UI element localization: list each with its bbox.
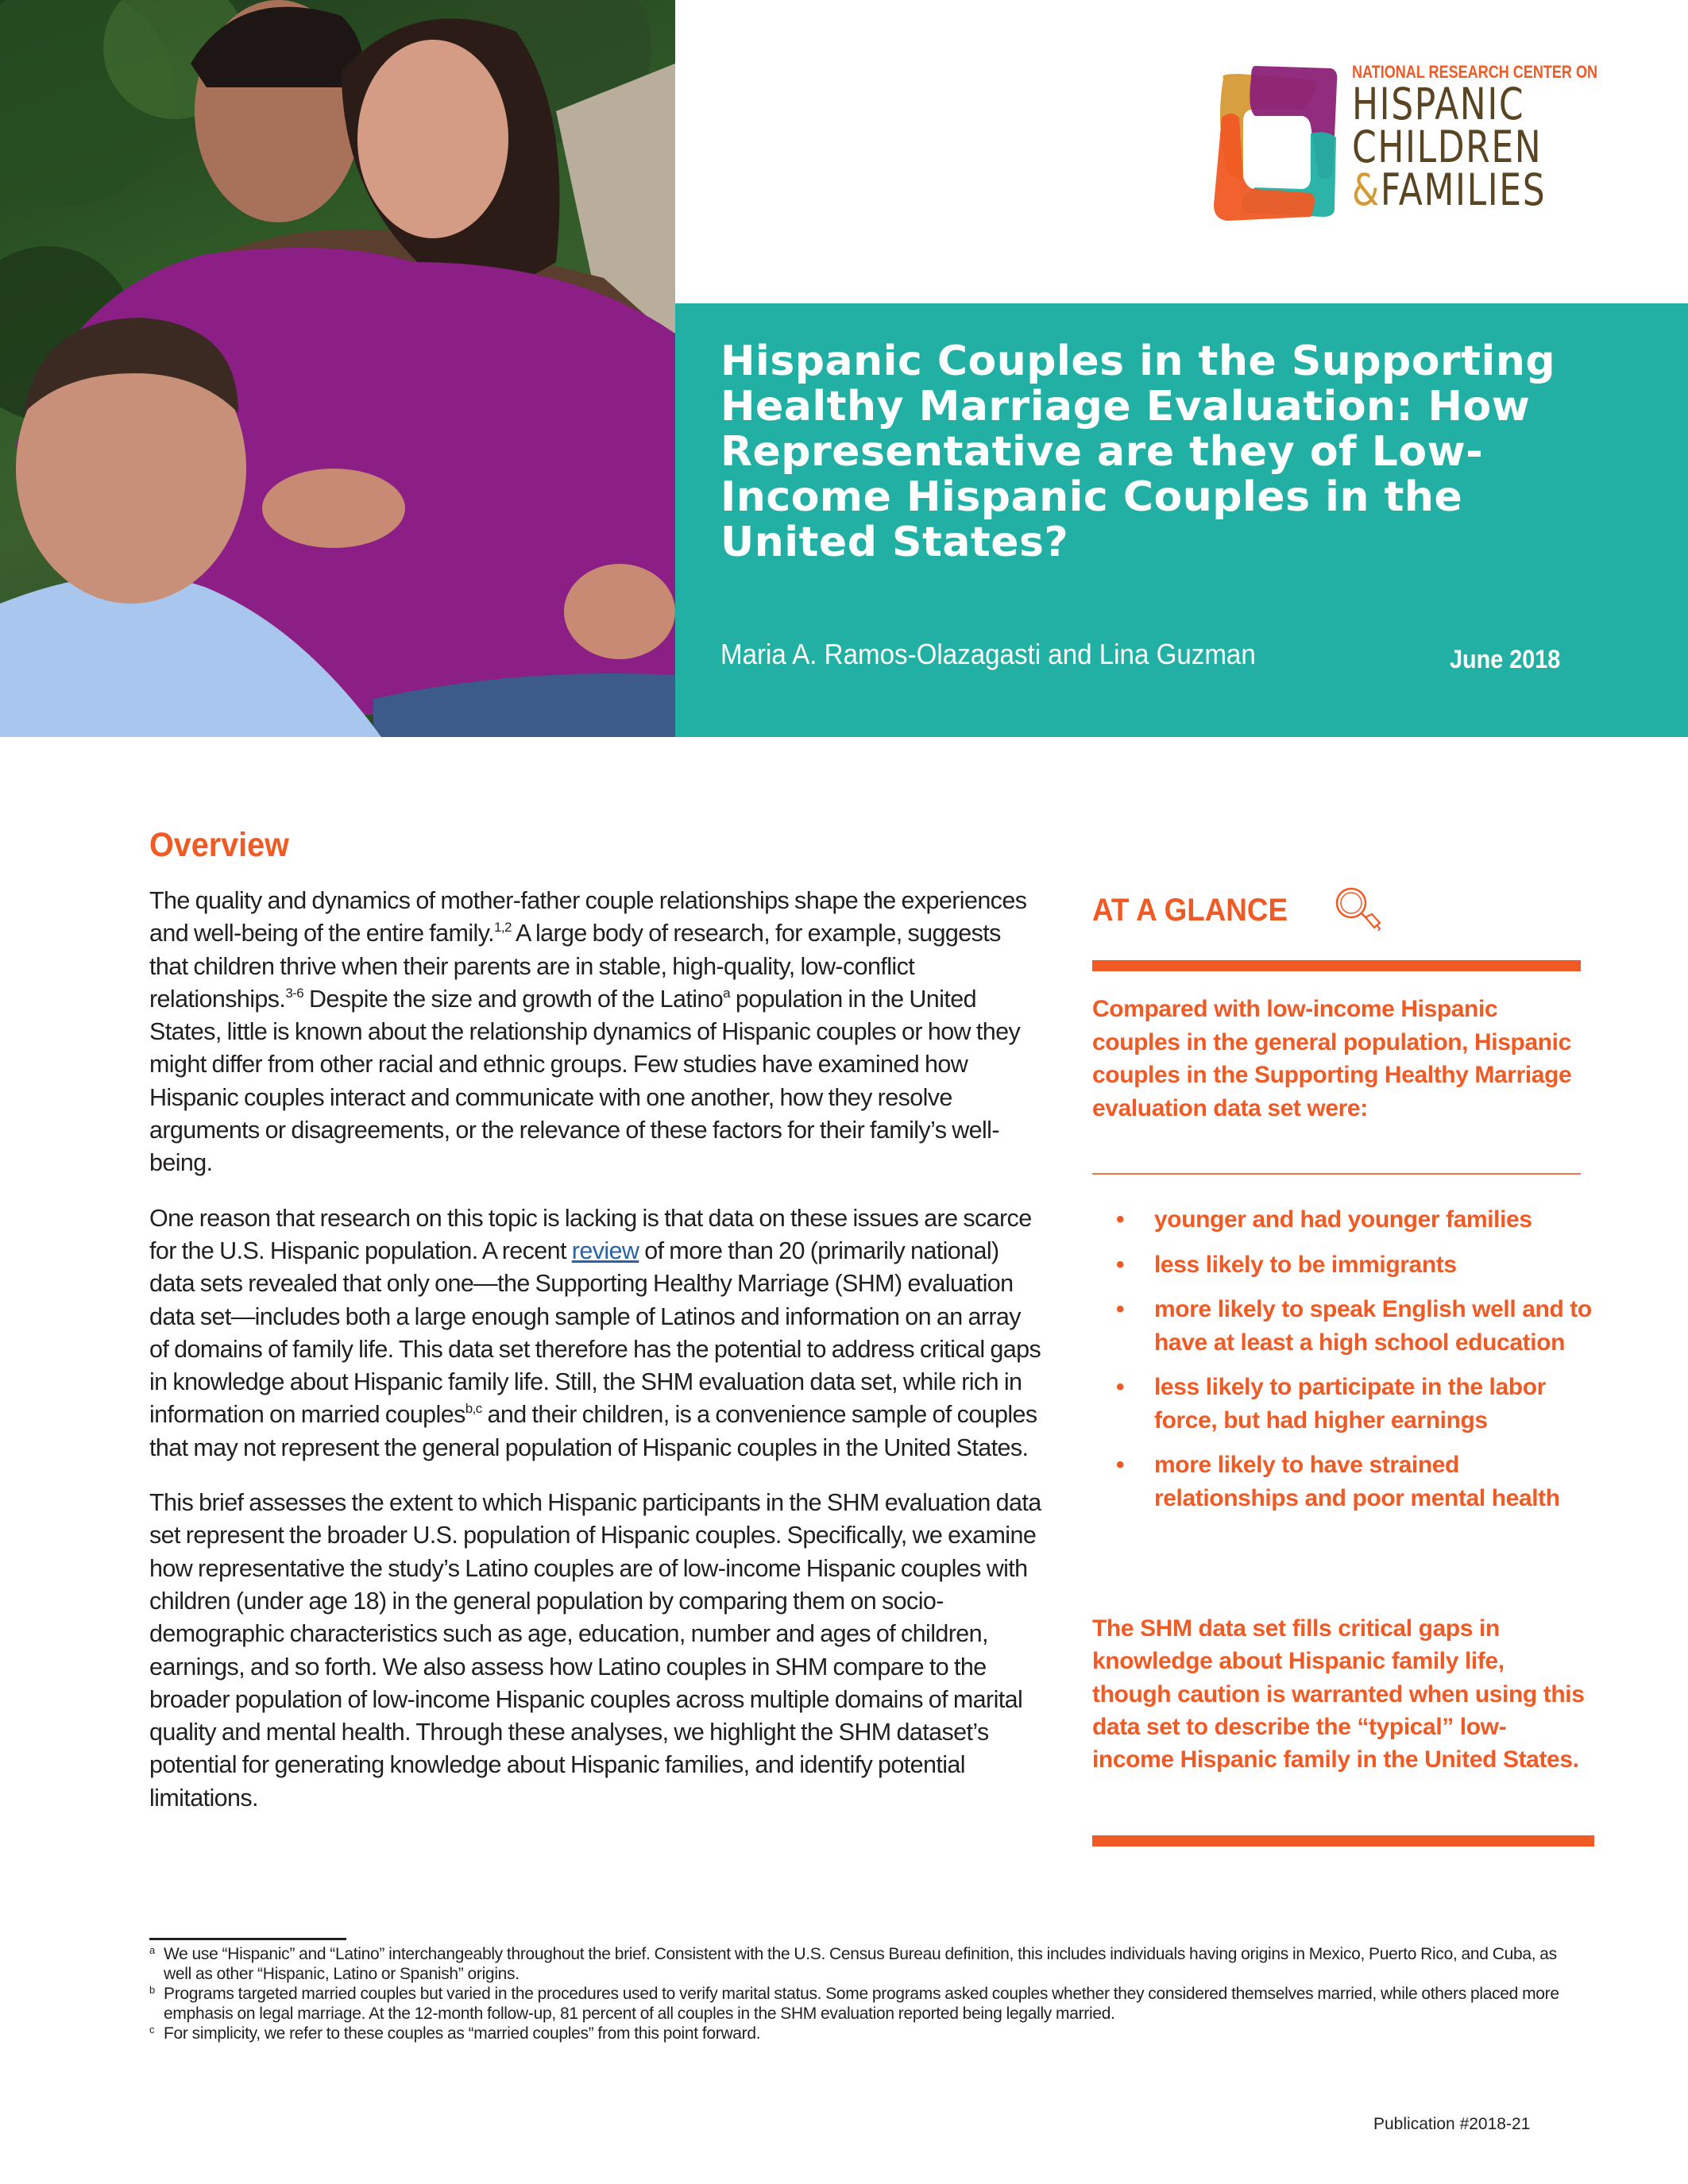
publication-number: Publication #2018-21 xyxy=(1373,2115,1531,2133)
bullet-icon: • xyxy=(1116,1452,1125,1478)
magnifying-glass-icon xyxy=(1331,886,1391,941)
at-a-glance-list xyxy=(1092,1203,1594,1526)
text: One reason that research on this topic is lacking is that data on these issues are scarce for the U.S. Hispanic population. A recent xyxy=(149,1204,1032,1264)
title-band xyxy=(675,303,1688,737)
overview-paragraph-1 xyxy=(149,885,1043,1180)
logo-line-families xyxy=(1352,164,1547,215)
bullet-icon: • xyxy=(1116,1206,1125,1233)
footnote-mark: b xyxy=(149,1984,155,1996)
list-item-text: more likely to speak English well and to have at least a high school education xyxy=(1154,1296,1592,1356)
logo-families-text: FAMILIES xyxy=(1380,164,1547,215)
footnote-ref: 1,2 xyxy=(493,920,512,936)
bullet-icon: • xyxy=(1116,1251,1125,1278)
authors: Maria A. Ramos-Olazagasti and Lina Guzman xyxy=(720,638,1256,670)
logo-ampersand: & xyxy=(1352,164,1381,215)
text: of more than 20 (primarily national) data sets revealed that only one—the Supporting Healthy Marriage (SHM) evaluation data set—includes both a large enough sample of Latinos and information on an array of domains of family life. This data set therefore has the potential to address critical gaps in knowledge about Hispanic family life. Still, the SHM evaluation data set, while rich in information on married couples xyxy=(149,1237,1041,1429)
footnote-ref: 3-6 xyxy=(285,985,304,1001)
list-item xyxy=(1092,1248,1594,1282)
text: Despite the size and growth of the Latino xyxy=(303,985,724,1013)
overview-paragraph-2 xyxy=(149,1202,1043,1464)
logo-line-children: CHILDREN xyxy=(1352,122,1543,172)
bullet-icon: • xyxy=(1116,1296,1125,1322)
text: A large body of research, for example, suggests that children thrive when their parents are in stable, high-quality, low-conflict relationships. xyxy=(149,920,1001,1013)
divider-thick-top xyxy=(1092,960,1581,971)
family-photo-illustration xyxy=(0,0,675,737)
at-a-glance-conclusion: The SHM data set fills critical gaps in knowledge about Hispanic family life, though caution is warranted when using this data set to describe the “typical” low-income Hispanic family in the United States. xyxy=(1092,1615,1585,1773)
overview-paragraph-3: This brief assesses the extent to which Hispanic participants in the SHM evaluation data set represent the broader U.S. population of Hispanic couples. Specifically, we examine how representative the study’s Latino couples are of low-income Hispanic couples with children (under age 18) in the general population by comparing them on socio-demographic characteristics such as age, education, number and ages of children, earnings, and so forth. We also assess how Latino couples in SHM compare to the broader population of low-income Hispanic couples across multiple domains of marital quality and mental health. Through these analyses, we highlight the SHM dataset’s potential for generating knowledge about Hispanic families, and identify potential limitations. xyxy=(149,1489,1041,1812)
footnote-c xyxy=(149,2024,1579,2043)
header-family-photo xyxy=(0,0,675,737)
at-a-glance-title: AT A GLANCE xyxy=(1092,893,1288,928)
footnote-mark: c xyxy=(149,2024,155,2035)
overview-heading: Overview xyxy=(149,826,289,864)
footnote-text: Programs targeted married couples but varied in the procedures used to verify marital status. Some programs asked couples whether they considered themselves married, while others placed more emphasis on legal marriage. At the 12-month follow-up, 81 percent of all couples in the SHM evaluation reported being legally married. xyxy=(164,1985,1559,2023)
footnote-a xyxy=(149,1944,1579,1984)
footnote-rule xyxy=(149,1938,346,1940)
nrc-hispanic-children-families-logo xyxy=(1207,62,1598,221)
footnote-b xyxy=(149,1984,1579,2024)
overview-section xyxy=(149,823,1043,1837)
list-item xyxy=(1092,1293,1594,1359)
footnote-text: For simplicity, we refer to these couples as “married couples” from this point forward. xyxy=(164,2024,761,2043)
footnotes xyxy=(149,1944,1579,2043)
logo-line-hispanic: HISPANIC xyxy=(1352,79,1525,129)
text: The quality and dynamics of mother-father couple relationships shape the experiences and well-being of the entire family. xyxy=(149,887,1027,947)
bullet-icon: • xyxy=(1116,1374,1125,1400)
footnote-ref: a xyxy=(723,985,730,1001)
list-item-text: younger and had younger families xyxy=(1154,1206,1532,1233)
text: population in the United States, little is known about the relationship dynamics of Hispanic couples or how they might differ from other racial and ethnic groups. Few studies have examined how Hispanic couples interact and communicate with one another, how they resolve arguments or disagreements, or the relevance of these factors for their family’s well-being. xyxy=(149,985,1021,1177)
publication-date: June 2018 xyxy=(1450,645,1561,673)
list-item xyxy=(1092,1371,1594,1437)
text: and their children, is a convenience sample of couples that may not represent the general population of Hispanic couples in the United States. xyxy=(149,1401,1037,1461)
list-item xyxy=(1092,1203,1594,1237)
logo-kicker: NATIONAL RESEARCH CENTER ON xyxy=(1352,62,1598,82)
list-item-text: less likely to be immigrants xyxy=(1154,1251,1457,1278)
footnote-text: We use “Hispanic” and “Latino” interchangeably throughout the brief. Consistent with the U.S. Census Bureau definition, this includes individuals having origins in Mexico, Puerto Rico, and Cuba, as well as other “Hispanic, Latino or Spanish” origins. xyxy=(164,1945,1557,1983)
list-item-text: more likely to have strained relationships and poor mental health xyxy=(1154,1452,1560,1511)
divider-thick-bottom xyxy=(1092,1835,1594,1846)
footnote-mark: a xyxy=(149,1944,155,1956)
at-a-glance-box xyxy=(1092,886,1594,1773)
divider-thin xyxy=(1092,1173,1581,1175)
document-title: Hispanic Couples in the Supporting Healthy Marriage Evaluation: How Representative are they of Low-Income Hispanic Couples in the United States? xyxy=(720,338,1556,566)
at-a-glance-intro: Compared with low-income Hispanic couples in the general population, Hispanic couples in the Supporting Healthy Marriage evaluation data set were: xyxy=(1092,996,1572,1121)
list-item xyxy=(1092,1449,1594,1515)
list-item-text: less likely to participate in the labor force, but had higher earnings xyxy=(1154,1374,1546,1433)
review-link[interactable]: review xyxy=(571,1237,639,1264)
footnote-ref: b,c xyxy=(465,1401,482,1417)
logo-mark-icon xyxy=(1207,62,1338,221)
